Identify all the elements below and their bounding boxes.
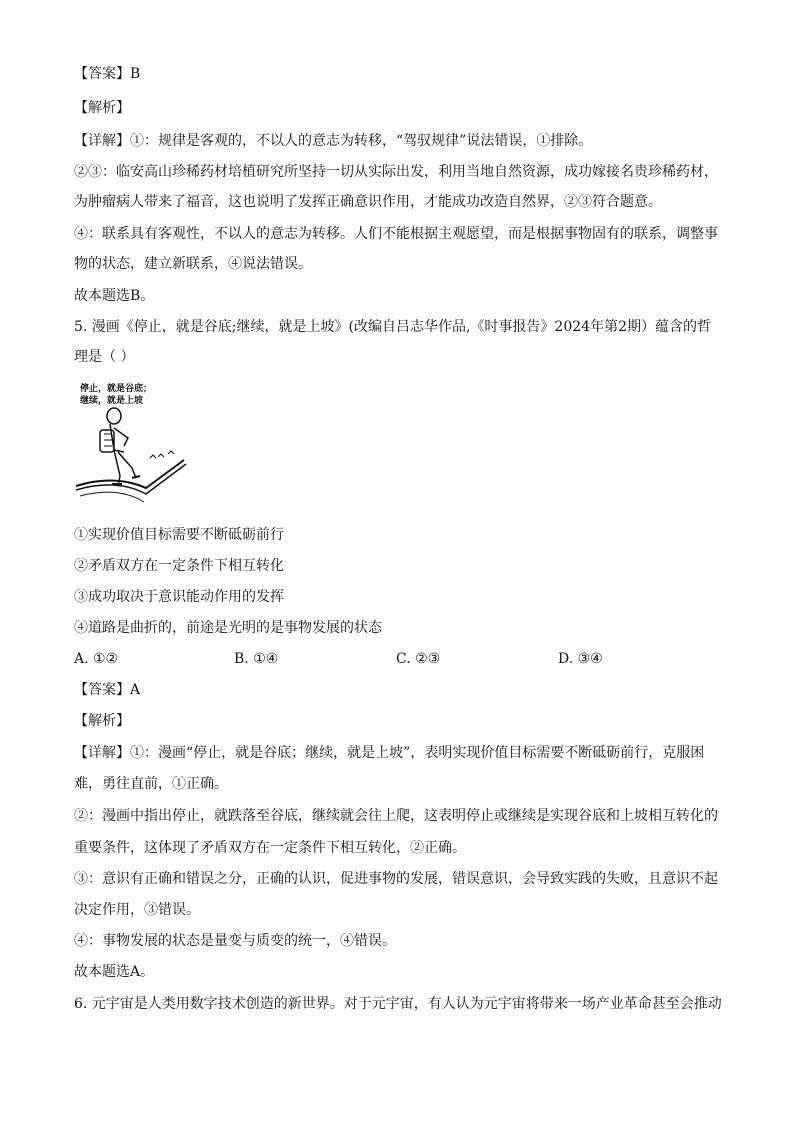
q4-analysis: 【解析】 <box>74 100 130 116</box>
option-b: B. ①④ <box>234 651 279 667</box>
q5-detail-2a: ②：漫画中指出停止，就跌落至谷底，继续就会往上爬，这表明停止或继续是实现谷底和上坡相互转化的 <box>74 808 718 824</box>
q5-conclusion: 故本题选A。 <box>74 964 155 980</box>
q5-options-row <box>74 651 734 667</box>
q4-answer: 【答案】B <box>74 66 141 82</box>
q5-detail-1a: 【详解】①：漫画“停止，就是谷底；继续，就是上坡”，表明实现价值目标需要不断砥砺前行，克服困 <box>74 745 705 761</box>
q4-detail-3b: 物的状态，建立新联系，④说法错误。 <box>74 256 312 272</box>
q5-analysis: 【解析】 <box>74 713 130 729</box>
q5-detail-4: ④：事物发展的状态是量变与质变的统一，④错误。 <box>74 933 396 949</box>
q4-detail-3a: ④：联系具有客观性，不以人的意志为转移。人们不能根据主观愿望，而是根据事物固有的联系，调整事 <box>74 226 718 242</box>
comic-caption-line-2: 继续，就是上坡 <box>80 396 144 406</box>
option-a: A. ①② <box>74 651 119 667</box>
q5-stem-a: 5. 漫画《停止，就是谷底;继续，就是上坡》(改编自吕志华作品,《时事报告》2024年第2期）蕴含的哲 <box>74 319 711 335</box>
q5-detail-3b: 决定作用，③错误。 <box>74 902 200 918</box>
option-d: D. ③④ <box>558 651 603 667</box>
comic-caption-line-1: 停止，就是谷底； <box>80 384 153 394</box>
q5-detail-2b: 重要条件，这体现了矛盾双方在一定条件下相互转化，②正确。 <box>74 840 466 856</box>
q5-item-4: ④道路是曲折的，前途是光明的是事物发展的状态 <box>74 620 382 636</box>
q4-detail-2b: 为肿瘤病人带来了福音，这也说明了发挥正确意识作用，才能成功改造自然界，②③符合题意。 <box>74 194 662 210</box>
q5-detail-1b: 难，勇往直前，①正确。 <box>74 776 228 792</box>
q5-item-1: ①实现价值目标需要不断砥砺前行 <box>74 527 284 543</box>
q6-stem: 6. 元宇宙是人类用数字技术创造的新世界。对于元宇宙，有人认为元宇宙将带来一场产业革命甚至会推动 <box>74 996 722 1012</box>
q5-detail-3a: ③：意识有正确和错误之分，正确的认识，促进事物的发展，错误意识，会导致实践的失败，且意识不起 <box>74 871 718 887</box>
q5-stem-b: 理是（ ） <box>74 349 135 365</box>
q5-answer: 【答案】A <box>74 682 141 698</box>
q5-item-3: ③成功取决于意识能动作用的发挥 <box>74 589 284 605</box>
q4-detail-2a: ②③：临安高山珍稀药材培植研究所坚持一切从实际出发，利用当地自然资源，成功嫁接名贵珍稀药材， <box>74 164 718 180</box>
option-c: C. ②③ <box>396 651 441 667</box>
q5-item-2: ②矛盾双方在一定条件下相互转化 <box>74 558 284 574</box>
q4-conclusion: 故本题选B。 <box>74 288 155 304</box>
q4-detail-1: 【详解】①：规律是客观的，不以人的意志为转移，“驾驭规律”说法错误，①排除。 <box>74 133 593 149</box>
